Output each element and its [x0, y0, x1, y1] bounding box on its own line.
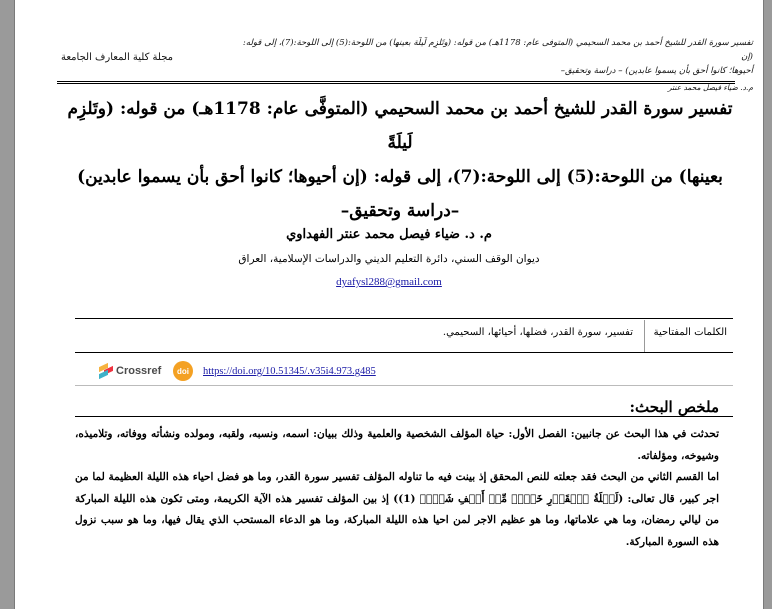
title-line1: تفسير سورة القدر للشيخ أحمد بن محمد السحيمي (المتوفَّى عام: 1178هـ) من قوله: (وتَلزِم لَيلَةً — [67, 99, 733, 153]
keywords-bottom-rule — [75, 352, 733, 353]
keywords-separator — [644, 320, 645, 352]
title-line3: –دراسة وتحقيق– — [340, 201, 460, 221]
title-line2: بعينها) من اللوحة:(5) إلى اللوحة:(7)، إلى قوله: (إن أحيوها؛ كانوا أحق بأن يسموا عابدين) — [77, 167, 723, 187]
doi-link[interactable]: https://doi.org/10.51345/.v35i4.973.g485 — [203, 366, 376, 377]
running-author: م.د. ضياء فيصل محمد عنتر — [667, 83, 753, 92]
keywords-label: الكلمات المفتاحية — [653, 327, 727, 338]
crossref-label: Crossref — [116, 365, 162, 377]
crossref-logo — [99, 364, 161, 378]
crossref-icon — [99, 364, 113, 378]
doi-rule — [75, 385, 733, 386]
running-header — [233, 36, 753, 95]
abstract-body — [75, 424, 719, 553]
journal-name: مجلة كلية المعارف الجامعة — [61, 52, 174, 63]
author-name: م. د. ضياء فيصل محمد عنتر الفهداوي — [286, 227, 492, 242]
paper-title — [55, 92, 745, 228]
header-rule-double — [57, 83, 735, 84]
abstract-rule — [75, 416, 733, 417]
abstract-heading: ملخص البحث: — [629, 398, 719, 416]
abstract-paragraph-2: اما القسم الثاني من البحث فقد جعلته للنص المحقق إذ بينت فيه ما تناوله المؤلف تفسير سورة القدر، وما هو فضل احياء هذه الليلة العظيمة لما من اجر كبير، قال تعالى: (لَيۡلَةُ ٱلۡقَدۡرِ خَيۡرٞ مِّنۡ أَلۡفِ شَهۡرٖ (1)) إذ بين المؤلف تفسير هذه الآية الكريمة، ومتى تكون هذه الليلة المباركة من ليالي رمضان، وما هي علاماتها، وما هو عظيم الاجر لمن احيا هذه الليلة المباركة، وما هو الدعاء المستحب الذي يقال فيها، وما هو سبب نزول هذه السورة المباركة. — [75, 471, 719, 548]
running-title-line1: تفسير سورة القدر للشيخ أحمد بن محمد السحيمي (المتوفى عام: 1178هـ) من قوله: (وتَلزِم لَيلَة بعينها) من اللوحة:(5) إلى اللوحة:(7)، إلى قوله: (إن — [242, 38, 753, 62]
keywords-value: تفسير، سورة القدر، فضلها، أحيائها، السحيمي. — [442, 327, 633, 338]
abstract-paragraph-1: تحدثت في هذا البحث عن جانبين: الفصل الأول: حياة المؤلف الشخصية والعلمية وذلك ببيان: اسمه، ونسبه، ولقبه، ومولده ونشأته ووفاته، وتلاميذه، وشيوخه، ومؤلفاته. — [75, 428, 719, 462]
doi-icon: doi — [173, 361, 193, 381]
running-title-line2: أحيوها؛ كانوا أحق بأن يسموا عابدين) – دراسة وتحقيق– — [560, 66, 753, 76]
author-affiliation: ديوان الوقف السني، دائرة التعليم الديني والدراسات الإسلامية، العراق — [238, 253, 540, 265]
author-email-link[interactable]: dyafysl288@gmail.com — [336, 276, 442, 288]
running-title — [233, 36, 753, 78]
keywords-top-rule — [75, 318, 733, 319]
header-rule — [57, 81, 735, 82]
document-page — [14, 0, 764, 609]
